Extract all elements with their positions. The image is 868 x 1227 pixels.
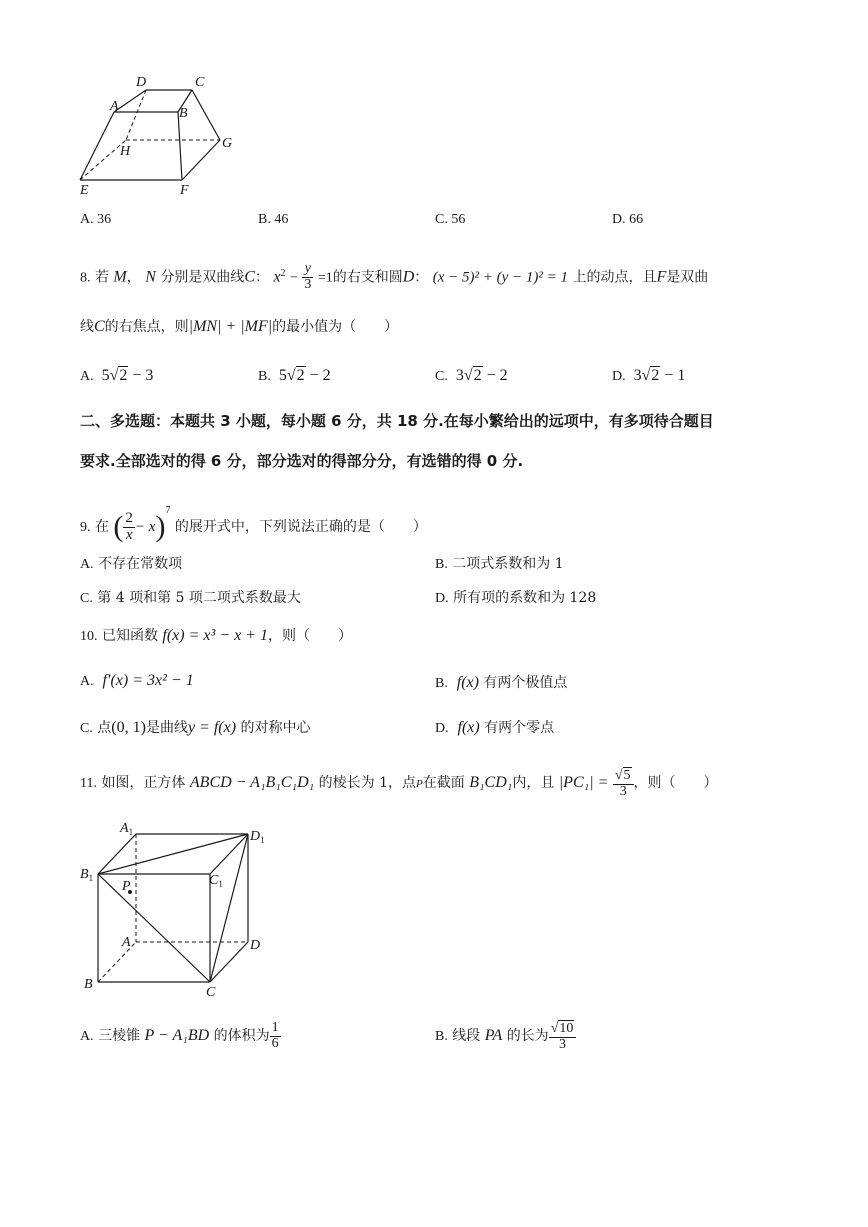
edge-AE (80, 112, 114, 180)
radicand: 2 (296, 367, 305, 384)
option-letter: B. (435, 557, 448, 572)
option-text: 不存在常数项 (98, 556, 183, 572)
q8-stem-line1: 8. 若 M， N 分别是双曲线C： $x^2$ − $\frac{y}{3}$ =1的右支和圆D： (x − 5)² + (y − 1)² = 1 上的动点，且F是双曲 (80, 261, 709, 293)
cube-name: ABCD − A₁B₁C₁D₁ (189, 774, 315, 791)
section-heading-line2: 要求.全部选对的得 6 分，部分选对的得部分分，有选错的得 0 分. (80, 452, 524, 470)
q10-option-a[interactable] (80, 672, 194, 690)
question-number: 8. (80, 270, 91, 286)
radicand: 2 (651, 367, 660, 384)
option-letter: D. (612, 212, 626, 227)
option-text: 有两个零点 (484, 720, 555, 736)
q8-stem-line2 (80, 316, 398, 336)
q10-option-b[interactable] (435, 672, 567, 692)
option-letter: C. (435, 369, 448, 384)
radicand: 5 (623, 767, 631, 783)
coefficient: 5 (278, 367, 287, 384)
option-text: 是曲线 (145, 720, 188, 736)
var-F: F (656, 268, 667, 286)
q8-option-b[interactable]: B. 5√2 − 2 (258, 367, 331, 384)
frustum-figure (70, 70, 250, 200)
q9-text: 在 (94, 519, 109, 535)
denominator: 3 (619, 783, 627, 799)
option-letter: B. (258, 369, 271, 384)
coefficient: 3 (633, 367, 642, 384)
option-math: f′(x) = 3x² − 1 (102, 672, 194, 689)
edge-B1A1 (98, 834, 136, 874)
cube-figure (70, 812, 280, 1002)
minus-sign: − (290, 270, 298, 286)
q7-option-a[interactable] (80, 212, 111, 228)
q9-option-d[interactable] (435, 587, 596, 607)
option-text: 三棱锥 (98, 1028, 141, 1044)
function-definition: f(x) = x³ − x + 1 (162, 627, 268, 644)
label-A: A (110, 99, 119, 114)
option-letter: D. (435, 591, 449, 606)
q11-text: 如图，正方体 (101, 775, 186, 791)
coefficient: 3 (455, 367, 464, 384)
var-N: N (145, 268, 156, 286)
option-letter: A. (80, 212, 94, 227)
label-A1: $A_1$ (120, 821, 134, 837)
fraction-2-over-x (123, 511, 135, 544)
q8-text: 的右焦点，则 (104, 319, 189, 335)
minus-x-term: − x (134, 519, 156, 535)
coefficient: 5 (101, 367, 110, 384)
q10-text: 已知函数 (101, 628, 158, 644)
option-math: y = f(x) (187, 719, 237, 736)
label-H: H (120, 144, 131, 159)
q8-text: 线 (80, 319, 94, 335)
q9-option-a[interactable] (80, 553, 182, 573)
numerator: y (302, 262, 313, 278)
option-math: (0, 1) (111, 719, 146, 736)
q8-text: 的右支和圆 (332, 269, 403, 286)
q8-text: ： (414, 269, 429, 286)
paren-open: ( (113, 510, 124, 543)
denominator: 3 (559, 1036, 567, 1052)
edge-CG (192, 90, 220, 140)
var-M: M (113, 268, 127, 286)
var-C: C (94, 318, 105, 335)
fraction-1-over-6 (270, 1021, 281, 1051)
constant-term: − 1 (664, 367, 686, 384)
var-C: C (244, 268, 255, 286)
fraction-sqrt10-over-3: $\frac{√10}{3}$ (549, 1020, 577, 1052)
edge-FG (182, 140, 220, 180)
diag-B1D1 (98, 834, 248, 874)
q8-option-c[interactable]: C. 3√2 − 2 (435, 367, 508, 384)
q7-option-b[interactable] (258, 212, 288, 228)
label-P: P (122, 879, 131, 894)
q11-text: 在截面 (422, 775, 465, 791)
edge-BF (178, 112, 182, 180)
label-E: E (80, 183, 89, 198)
q8-text: 上的动点，且 (572, 269, 657, 286)
option-text: 第 4 项和第 5 项二项式系数最大 (97, 590, 301, 606)
option-text: 有两个极值点 (483, 675, 568, 691)
q9-stem (80, 486, 427, 543)
label-G: G (222, 136, 233, 151)
numerator: 1 (271, 1019, 279, 1035)
edge-DA (114, 90, 146, 112)
q10-option-d[interactable] (435, 717, 554, 737)
q10-text: ，则（ ） (268, 628, 352, 644)
option-text: 点 (97, 720, 112, 736)
option-math: P − A₁BD (144, 1027, 210, 1044)
option-text: 36 (97, 212, 112, 227)
q7-option-d[interactable] (612, 212, 643, 228)
label-D: D (250, 938, 261, 953)
option-text: 线段 (452, 1028, 481, 1044)
option-text: 所有项的系数和为 128 (453, 590, 597, 606)
q9-option-c[interactable] (80, 587, 301, 607)
numerator: 2 (125, 509, 133, 526)
denominator: 6 (271, 1035, 279, 1051)
label-C1: $C_1$ (209, 873, 223, 889)
option-text: 二项式系数和为 1 (452, 556, 564, 572)
option-text: 66 (629, 212, 644, 227)
option-letter: A. (80, 674, 94, 689)
option-letter: D. (612, 369, 626, 384)
plane-name: B₁CD₁ (469, 774, 513, 791)
distance-expression: |PC₁| = (558, 774, 609, 791)
label-F: F (180, 183, 189, 198)
option-text: 的对称中心 (240, 720, 311, 736)
option-text: 的体积为 (213, 1028, 270, 1044)
option-text: 的长为 (506, 1028, 549, 1044)
denominator: 3 (304, 277, 312, 293)
constant-term: − 2 (309, 367, 331, 384)
q9-option-b[interactable] (435, 553, 564, 573)
constant-term: − 2 (486, 367, 508, 384)
q11-stem (80, 760, 718, 806)
option-math: f(x) (457, 719, 480, 736)
label-B: B (179, 106, 188, 121)
option-letter: C. (80, 591, 93, 606)
q11-text: 内，且 (512, 775, 555, 791)
diag-CD1 (210, 834, 248, 982)
label-D: D (136, 75, 147, 90)
section-heading-line1: 二、多选题：本题共 3 小题，每小题 6 分，共 18 分.在每小繁给出的远项中，有多项待合题目 (80, 412, 714, 430)
constant-term: − 3 (132, 367, 154, 384)
label-A: A (122, 935, 131, 950)
q8-text: ： (254, 269, 269, 286)
q8-text: 分别是双曲线 (160, 269, 245, 286)
option-math: f(x) (456, 674, 479, 691)
option-letter: A. (80, 557, 94, 572)
option-letter: A. (80, 1029, 94, 1044)
exponent: 7 (165, 505, 171, 516)
q8-option-d[interactable]: D. 3√2 − 1 (612, 367, 686, 384)
option-letter: A. (80, 369, 94, 384)
q11-option-a[interactable] (80, 1014, 281, 1058)
diag-B1C (98, 874, 210, 982)
option-math: PA (484, 1027, 503, 1044)
circle-equation: (x − 5)² + (y − 1)² = 1 (432, 269, 569, 286)
label-C: C (206, 985, 216, 1000)
q8-text: 若 (94, 269, 109, 286)
option-text: 56 (451, 212, 466, 227)
denominator: x (125, 526, 133, 543)
fraction-y2-over-3 (302, 262, 313, 292)
q9-text: 的展开式中，下列说法正确的是（ ） (174, 519, 427, 535)
q7-option-c[interactable] (435, 212, 465, 228)
question-number: 10. (80, 629, 98, 644)
equals-one: =1 (317, 270, 333, 286)
question-number: 11. (80, 776, 97, 791)
q10-option-c[interactable] (80, 717, 311, 737)
var-x: x (273, 268, 281, 286)
radicand: 2 (119, 367, 128, 384)
label-D1: $D_1$ (250, 829, 265, 845)
fraction-sqrt5-over-3: $\frac{√5}{3}$ (613, 767, 634, 799)
label-B1: $B_1$ (80, 867, 94, 883)
option-letter: B. (435, 1029, 448, 1044)
q11-option-b[interactable] (435, 1014, 576, 1058)
radicand: 2 (473, 367, 482, 384)
option-letter: B. (258, 212, 271, 227)
abs-sum-expression: |MN| + |MF| (188, 318, 273, 335)
label-B: B (84, 977, 93, 992)
radicand: 10 (559, 1020, 574, 1036)
option-letter: C. (80, 721, 93, 736)
q11-text: 的棱长为 1，点 (318, 775, 417, 791)
question-number: 9. (80, 520, 91, 535)
paren-close: ) (155, 510, 166, 543)
q10-stem (80, 625, 352, 645)
label-C: C (195, 75, 205, 90)
option-text: 46 (274, 212, 289, 227)
option-letter: B. (435, 676, 448, 691)
q8-text: 是双曲 (666, 269, 709, 286)
q8-option-a[interactable]: A. 5√2 − 3 (80, 367, 154, 384)
option-letter: C. (435, 212, 448, 227)
q8-text: ， (126, 269, 141, 286)
q11-text: ，则（ ） (633, 775, 718, 791)
var-D: D (402, 268, 415, 286)
option-letter: D. (435, 721, 449, 736)
q8-text: 的最小值为（ ） (272, 319, 399, 335)
var-P: P (416, 778, 423, 790)
